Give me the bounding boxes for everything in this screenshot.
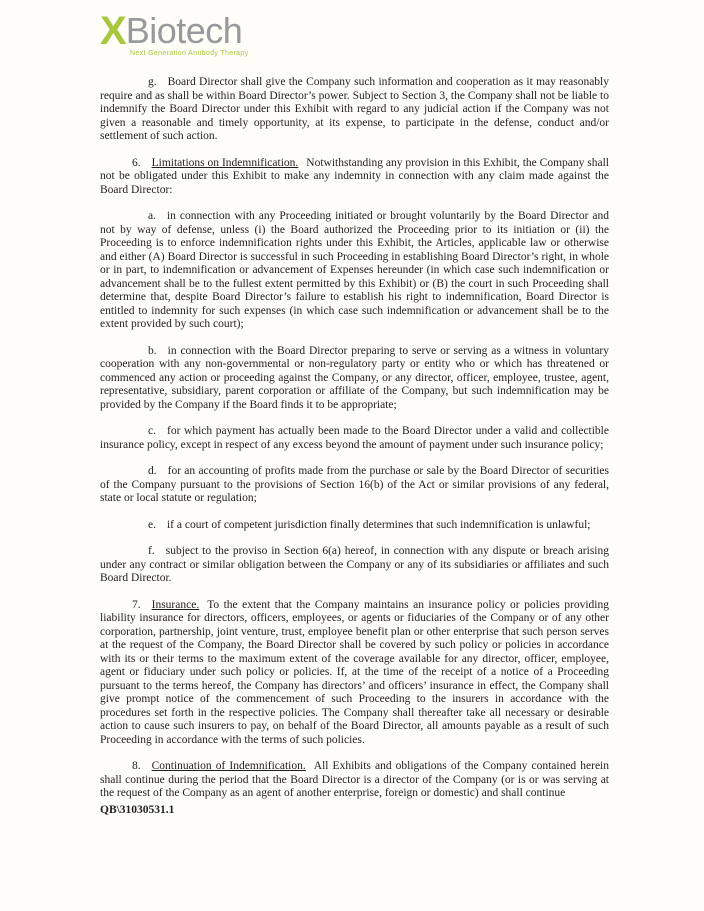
section-number: 7. (132, 598, 141, 611)
paragraph-label: e. (148, 518, 156, 531)
logo-tagline: Next Generation Antibody Therapy (130, 50, 249, 57)
logo-x-icon: X (100, 9, 125, 53)
paragraph-6a (100, 210, 609, 332)
document-footer (100, 804, 608, 817)
paragraph-6c (100, 425, 609, 452)
section-number: 6. (132, 156, 141, 169)
section-heading: Continuation of Indemnification. (151, 760, 306, 772)
logo-wordmark: Biotech (125, 10, 243, 51)
document-number: QB\31030531.1 (100, 803, 175, 816)
logo-wordmark-row (100, 9, 608, 53)
paragraph-label: c. (148, 425, 156, 437)
paragraph-label: b. (148, 344, 157, 357)
paragraph-text: for which payment has actually been made to the Board Director under a valid and collectible insurance policy, except in respect of any excess beyond the amount of payment under such insurance policy; (100, 425, 609, 451)
paragraph-label: a. (148, 210, 156, 222)
section-text: All Exhibits and obligations of the Company contained herein shall continue during the period that the Board Director is a director of the Company (or is or was serving at the request of the Company as an agent of another enterprise, foreign or domestic) and shall continue (100, 760, 609, 799)
paragraph-text: if a court of competent jurisdiction finally determines that such indemnification is unlawful; (166, 518, 591, 531)
paragraph-label: g. (148, 76, 157, 88)
section-text: To the extent that the Company maintains an insurance policy or policies providing liability insurance for directors, officers, employees, or agents or fiduciaries of the Company or of any other corporation, partnership, joint venture, trust, employee benefit plan or other enterprise that such person serves at the request of the Company, the Board Director shall be covered by such policy or policies in accordance with its or their terms to the maximum extent of the coverage available for any director, officer, employee, agent or fiduciary under such policy or policies. If, at the time of the receipt of a notice of a Proceeding pursuant to the terms hereof, the Company has directors’ and officers’ insurance in effect, the Company shall give prompt notice of the commencement of such Proceeding to the insurers in accordance with the procedures set forth in the respective policies. The Company shall thereafter take all necessary or desirable action to cause such insurers to pay, on behalf of the Board Director, all amounts payable as a result of such Proceeding in accordance with the terms of such policies. (100, 598, 609, 746)
paragraph-6f (100, 545, 609, 586)
paragraph-6d (100, 465, 609, 506)
paragraph-text: for an accounting of profits made from the purchase or sale by the Board Director of securities of the Company pursuant to the provisions of Section 16(b) of the Act or similar provisions of any federal, state or local statute or regulation; (100, 465, 609, 504)
section-heading: Insurance. (151, 598, 200, 611)
section-6-limitations (100, 157, 609, 198)
paragraph-label: d. (148, 465, 157, 477)
paragraph-g (100, 76, 609, 144)
section-8-continuation (100, 760, 609, 801)
paragraph-text: Board Director shall give the Company such information and cooperation as it may reasonably require and as shall be within Board Director’s power. Subject to Section 3, the Company shall not be liable to indemnify the Board Director under this Exhibit with regard to any judicial action if the Company was not given a reasonable and timely opportunity, at its expense, to participate in the defense, conduct and/or settlement of such action. (100, 76, 609, 142)
paragraph-text: subject to the proviso in Section 6(a) hereof, in connection with any dispute or breach arising under any contract or similar obligation between the Company or any of its subsidiaries or affiliates and such Board Director. (100, 545, 609, 584)
document-body (100, 76, 609, 801)
xbiotech-logo (100, 9, 608, 58)
section-number: 8. (132, 760, 141, 772)
section-heading: Limitations on Indemnification. (151, 156, 299, 169)
paragraph-label: f. (148, 545, 155, 557)
paragraph-text: in connection with the Board Director preparing to serve or serving as a witness in voluntary cooperation with any non-governmental or non-regulatory party or entity who or which has threatened or commenced any action or proceeding against the Company, or any director, officer, employee, trustee, agent, representative, subsidiary, parent corporation or affiliate of the Company, but such indemnification may be provided by the Company if the Board finds it to be appropriate; (100, 344, 609, 411)
section-7-insurance (100, 599, 609, 748)
section-text: Notwithstanding any provision in this Exhibit, the Company shall not be obligated under this Exhibit to make any indemnity in connection with any claim made against the Board Director: (100, 156, 609, 196)
paragraph-6e (100, 519, 609, 533)
paragraph-text: in connection with any Proceeding initiated or brought voluntarily by the Board Director and not by way of defense, unless (i) the Board authorized the Proceeding prior to its initiation or (ii) the Proceeding is to enforce indemnification rights under this Exhibit, the Articles, applicable law or otherwise and either (A) Board Director is successful in such Proceeding in establishing Board Director’s right, in whole or in part, to indemnification or advancement of Expenses hereunder (in which case such indemnification or advancement shall be to the fullest extent permitted by this Exhibit) or (B) the court in such Proceeding shall determine that, despite Board Director’s failure to establish his right to indemnification, Board Director is entitled to indemnity for such expenses (in which case such indemnification or advancement shall be to the extent provided by such court); (100, 210, 609, 330)
paragraph-6b (100, 345, 609, 413)
